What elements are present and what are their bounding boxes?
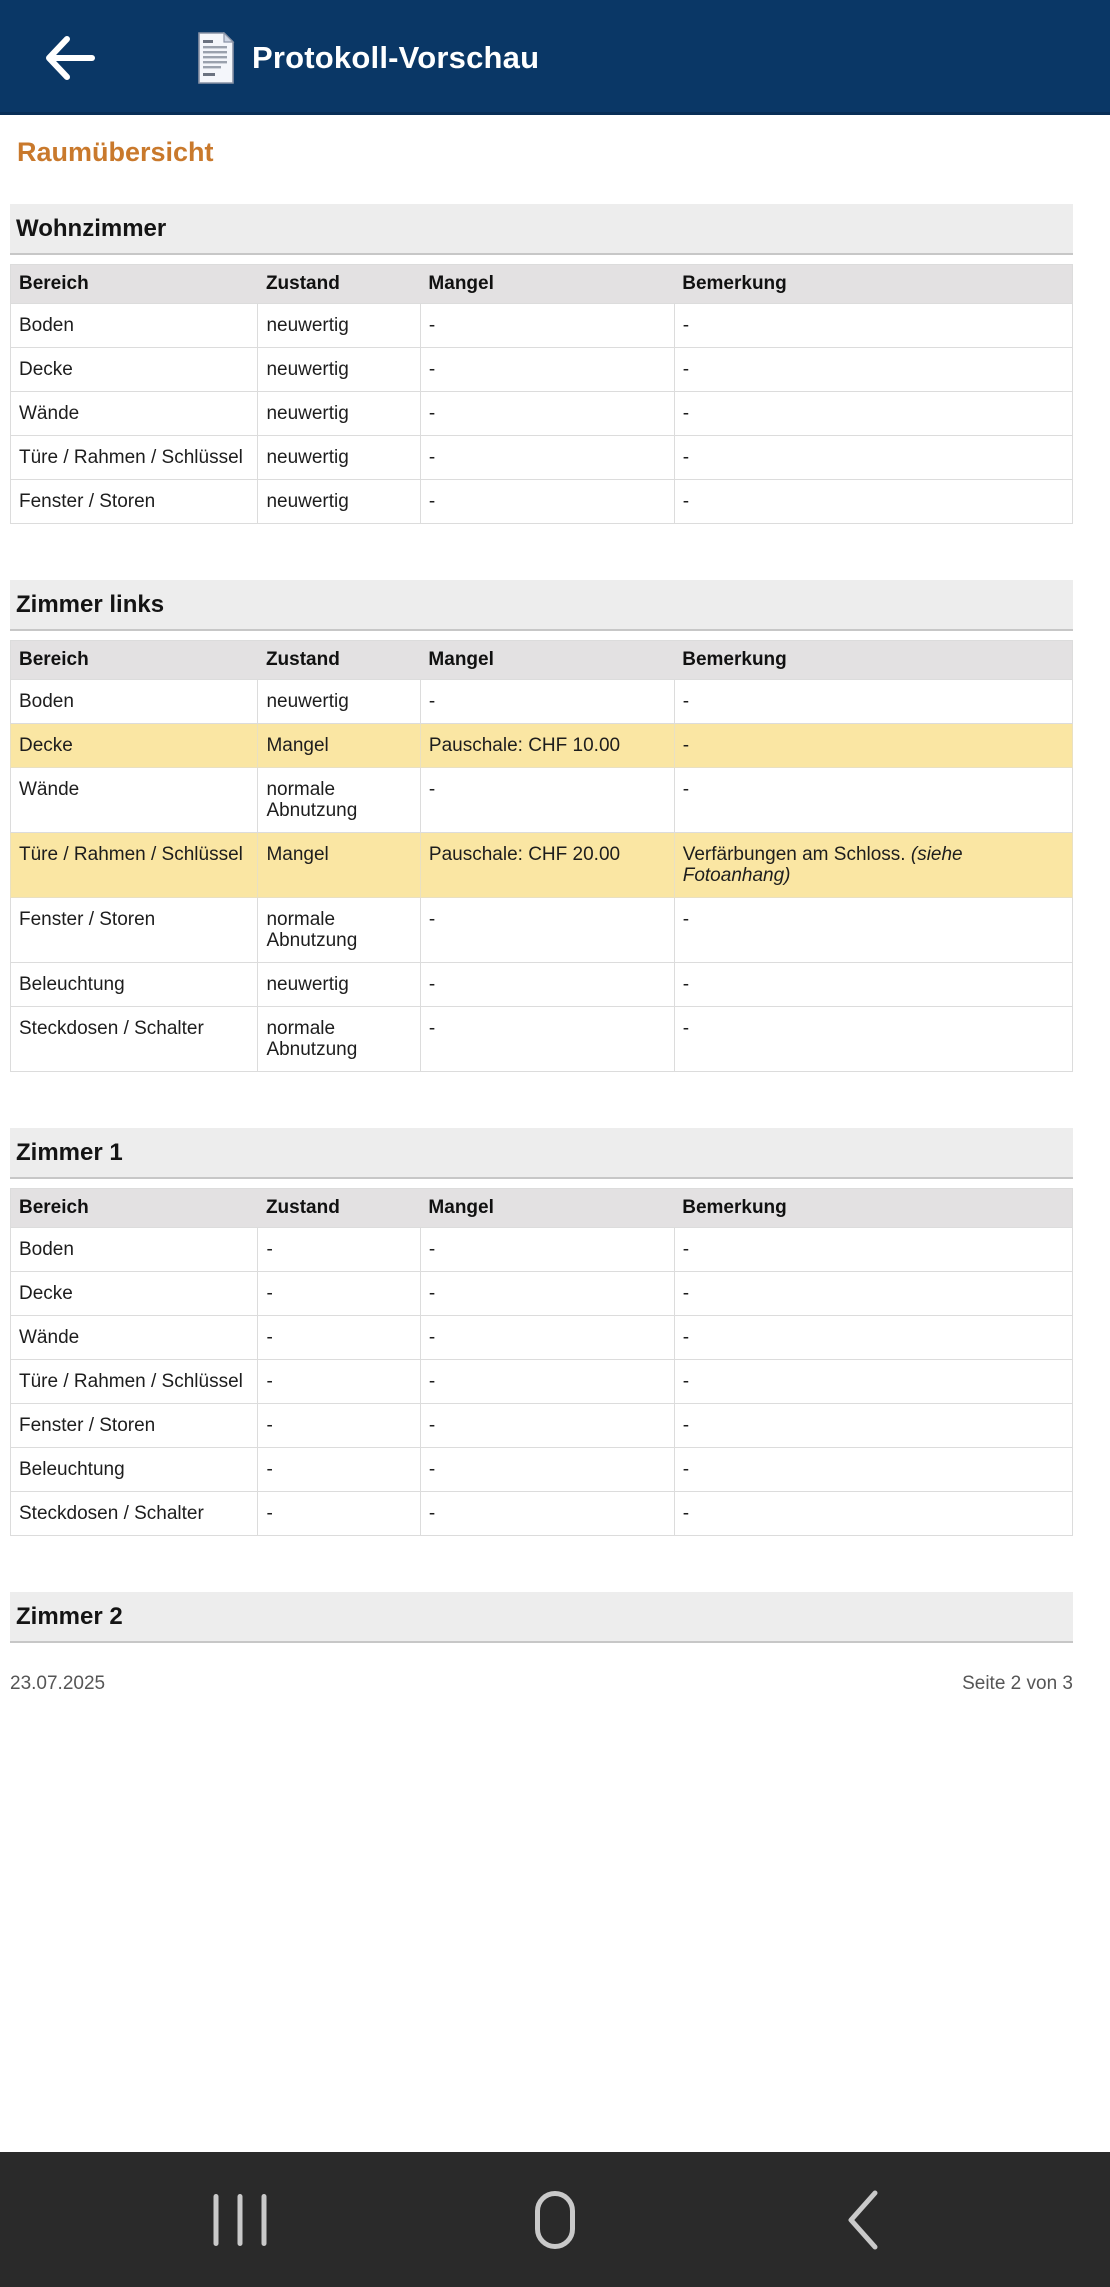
table-cell-mangel: - (420, 1404, 674, 1448)
table-cell-bemerkung: - (674, 768, 1072, 833)
table-row (11, 1228, 1073, 1272)
table-cell-bemerkung: - (674, 1448, 1072, 1492)
column-header: Mangel (420, 641, 674, 680)
table-cell-bereich: Türe / Rahmen / Schlüssel (11, 1360, 258, 1404)
table-cell-zustand: - (258, 1316, 420, 1360)
table-cell-mangel: - (420, 1448, 674, 1492)
table-cell-zustand: neuwertig (258, 392, 420, 436)
table-row (11, 1360, 1073, 1404)
table-header-row (11, 265, 1073, 304)
table-cell-mangel: - (420, 898, 674, 963)
room-table (10, 640, 1073, 1072)
table-cell-mangel: - (420, 1316, 674, 1360)
table-cell-bereich: Fenster / Storen (11, 1404, 258, 1448)
table-cell-bereich: Boden (11, 1228, 258, 1272)
document-footer (10, 1673, 1073, 1695)
footer-date: 23.07.2025 (10, 1673, 106, 1694)
back-arrow-icon (45, 36, 95, 80)
table-cell-bereich: Fenster / Storen (11, 480, 258, 524)
table-row (11, 724, 1073, 768)
table-cell-bemerkung: - (674, 480, 1072, 524)
table-cell-bemerkung: - (674, 1316, 1072, 1360)
column-header: Bemerkung (674, 265, 1072, 304)
table-cell-zustand: neuwertig (258, 348, 420, 392)
room-section-title: Wohnzimmer (10, 204, 1073, 255)
table-cell-bemerkung: - (674, 1228, 1072, 1272)
table-cell-zustand: Mangel (258, 833, 420, 898)
table-row (11, 1448, 1073, 1492)
room-section (10, 1128, 1073, 1536)
table-cell-bemerkung: - (674, 898, 1072, 963)
table-cell-mangel: - (420, 1007, 674, 1072)
app-title: Protokoll-Vorschau (252, 39, 540, 75)
room-section (10, 580, 1073, 1072)
table-cell-zustand: - (258, 1228, 420, 1272)
table-cell-bemerkung: - (674, 1007, 1072, 1072)
room-section (10, 204, 1073, 524)
table-cell-bereich: Türe / Rahmen / Schlüssel (11, 436, 258, 480)
column-header: Mangel (420, 265, 674, 304)
table-cell-zustand: - (258, 1360, 420, 1404)
table-cell-bemerkung: - (674, 1492, 1072, 1536)
table-cell-mangel: - (420, 963, 674, 1007)
room-section-title: Zimmer 2 (10, 1592, 1073, 1643)
table-cell-zustand: normale Abnutzung (258, 1007, 420, 1072)
table-cell-bereich: Wände (11, 1316, 258, 1360)
column-header: Zustand (258, 1189, 420, 1228)
table-row (11, 304, 1073, 348)
table-cell-mangel: - (420, 480, 674, 524)
table-cell-mangel: Pauschale: CHF 20.00 (420, 833, 674, 898)
table-cell-bereich: Türe / Rahmen / Schlüssel (11, 833, 258, 898)
column-header: Bereich (11, 1189, 258, 1228)
table-cell-mangel: - (420, 392, 674, 436)
table-cell-zustand: neuwertig (258, 304, 420, 348)
table-row (11, 392, 1073, 436)
table-cell-bereich: Boden (11, 680, 258, 724)
table-cell-bereich: Wände (11, 392, 258, 436)
android-nav-bar (0, 2152, 1110, 2287)
table-cell-bemerkung: - (674, 348, 1072, 392)
table-cell-bemerkung: - (674, 1360, 1072, 1404)
table-cell-zustand: Mangel (258, 724, 420, 768)
table-cell-mangel: - (420, 304, 674, 348)
home-icon (535, 2191, 575, 2249)
column-header: Mangel (420, 1189, 674, 1228)
table-cell-bereich: Steckdosen / Schalter (11, 1007, 258, 1072)
table-row (11, 436, 1073, 480)
column-header: Zustand (258, 641, 420, 680)
room-table (10, 264, 1073, 524)
column-header: Bemerkung (674, 1189, 1072, 1228)
table-row (11, 1007, 1073, 1072)
column-header: Bereich (11, 265, 258, 304)
table-cell-bemerkung: Verfärbungen am Schloss. (siehe Fotoanhang) (674, 833, 1072, 898)
room-sections (10, 204, 1073, 1643)
table-cell-mangel: - (420, 1272, 674, 1316)
table-cell-zustand: normale Abnutzung (258, 898, 420, 963)
home-button[interactable] (525, 2181, 585, 2259)
recents-icon (214, 2194, 267, 2246)
table-cell-bereich: Beleuchtung (11, 1448, 258, 1492)
table-row (11, 680, 1073, 724)
table-cell-bereich: Decke (11, 724, 258, 768)
table-row (11, 1404, 1073, 1448)
table-cell-zustand: neuwertig (258, 436, 420, 480)
protocol-preview-document[interactable] (0, 137, 1110, 1695)
table-cell-mangel: Pauschale: CHF 10.00 (420, 724, 674, 768)
nav-back-button[interactable] (834, 2178, 890, 2262)
table-cell-bemerkung: - (674, 436, 1072, 480)
app-bar (0, 0, 1110, 115)
remark-note: (siehe Fotoanhang) (682, 844, 963, 886)
table-row (11, 768, 1073, 833)
table-cell-bemerkung: - (674, 963, 1072, 1007)
column-header: Bereich (11, 641, 258, 680)
table-cell-bemerkung: - (674, 1404, 1072, 1448)
table-row (11, 1492, 1073, 1536)
table-cell-zustand: normale Abnutzung (258, 768, 420, 833)
column-header: Zustand (258, 265, 420, 304)
recents-button[interactable] (204, 2184, 277, 2256)
table-cell-zustand: - (258, 1492, 420, 1536)
table-header-row (11, 1189, 1073, 1228)
table-cell-zustand: neuwertig (258, 963, 420, 1007)
table-row (11, 963, 1073, 1007)
document-heading: Raumübersicht (17, 137, 214, 167)
table-cell-mangel: - (420, 1492, 674, 1536)
room-section (10, 1592, 1073, 1643)
table-cell-bemerkung: - (674, 680, 1072, 724)
table-cell-bemerkung: - (674, 1272, 1072, 1316)
table-cell-bereich: Wände (11, 768, 258, 833)
table-cell-mangel: - (420, 680, 674, 724)
table-cell-zustand: neuwertig (258, 480, 420, 524)
table-cell-zustand: - (258, 1448, 420, 1492)
table-row (11, 348, 1073, 392)
table-cell-bemerkung: - (674, 392, 1072, 436)
table-cell-zustand: - (258, 1272, 420, 1316)
table-cell-zustand: neuwertig (258, 680, 420, 724)
table-cell-bereich: Fenster / Storen (11, 898, 258, 963)
table-cell-bereich: Beleuchtung (11, 963, 258, 1007)
room-section-title: Zimmer 1 (10, 1128, 1073, 1179)
table-cell-zustand: - (258, 1404, 420, 1448)
table-row (11, 1272, 1073, 1316)
document-icon (196, 32, 236, 84)
table-cell-mangel: - (420, 348, 674, 392)
table-cell-mangel: - (420, 1228, 674, 1272)
back-button[interactable] (40, 28, 100, 88)
room-table (10, 1188, 1073, 1536)
room-section-title: Zimmer links (10, 580, 1073, 631)
table-row (11, 898, 1073, 963)
table-row (11, 833, 1073, 898)
table-header-row (11, 641, 1073, 680)
table-cell-bemerkung: - (674, 304, 1072, 348)
table-row (11, 1316, 1073, 1360)
table-cell-bemerkung: - (674, 724, 1072, 768)
table-cell-mangel: - (420, 1360, 674, 1404)
table-cell-bereich: Decke (11, 1272, 258, 1316)
footer-page-number: Seite 2 von 3 (962, 1673, 1073, 1694)
nav-back-icon (844, 2188, 880, 2252)
table-row (11, 480, 1073, 524)
table-cell-bereich: Steckdosen / Schalter (11, 1492, 258, 1536)
table-cell-mangel: - (420, 436, 674, 480)
table-cell-bereich: Boden (11, 304, 258, 348)
column-header: Bemerkung (674, 641, 1072, 680)
table-cell-mangel: - (420, 768, 674, 833)
table-cell-bereich: Decke (11, 348, 258, 392)
